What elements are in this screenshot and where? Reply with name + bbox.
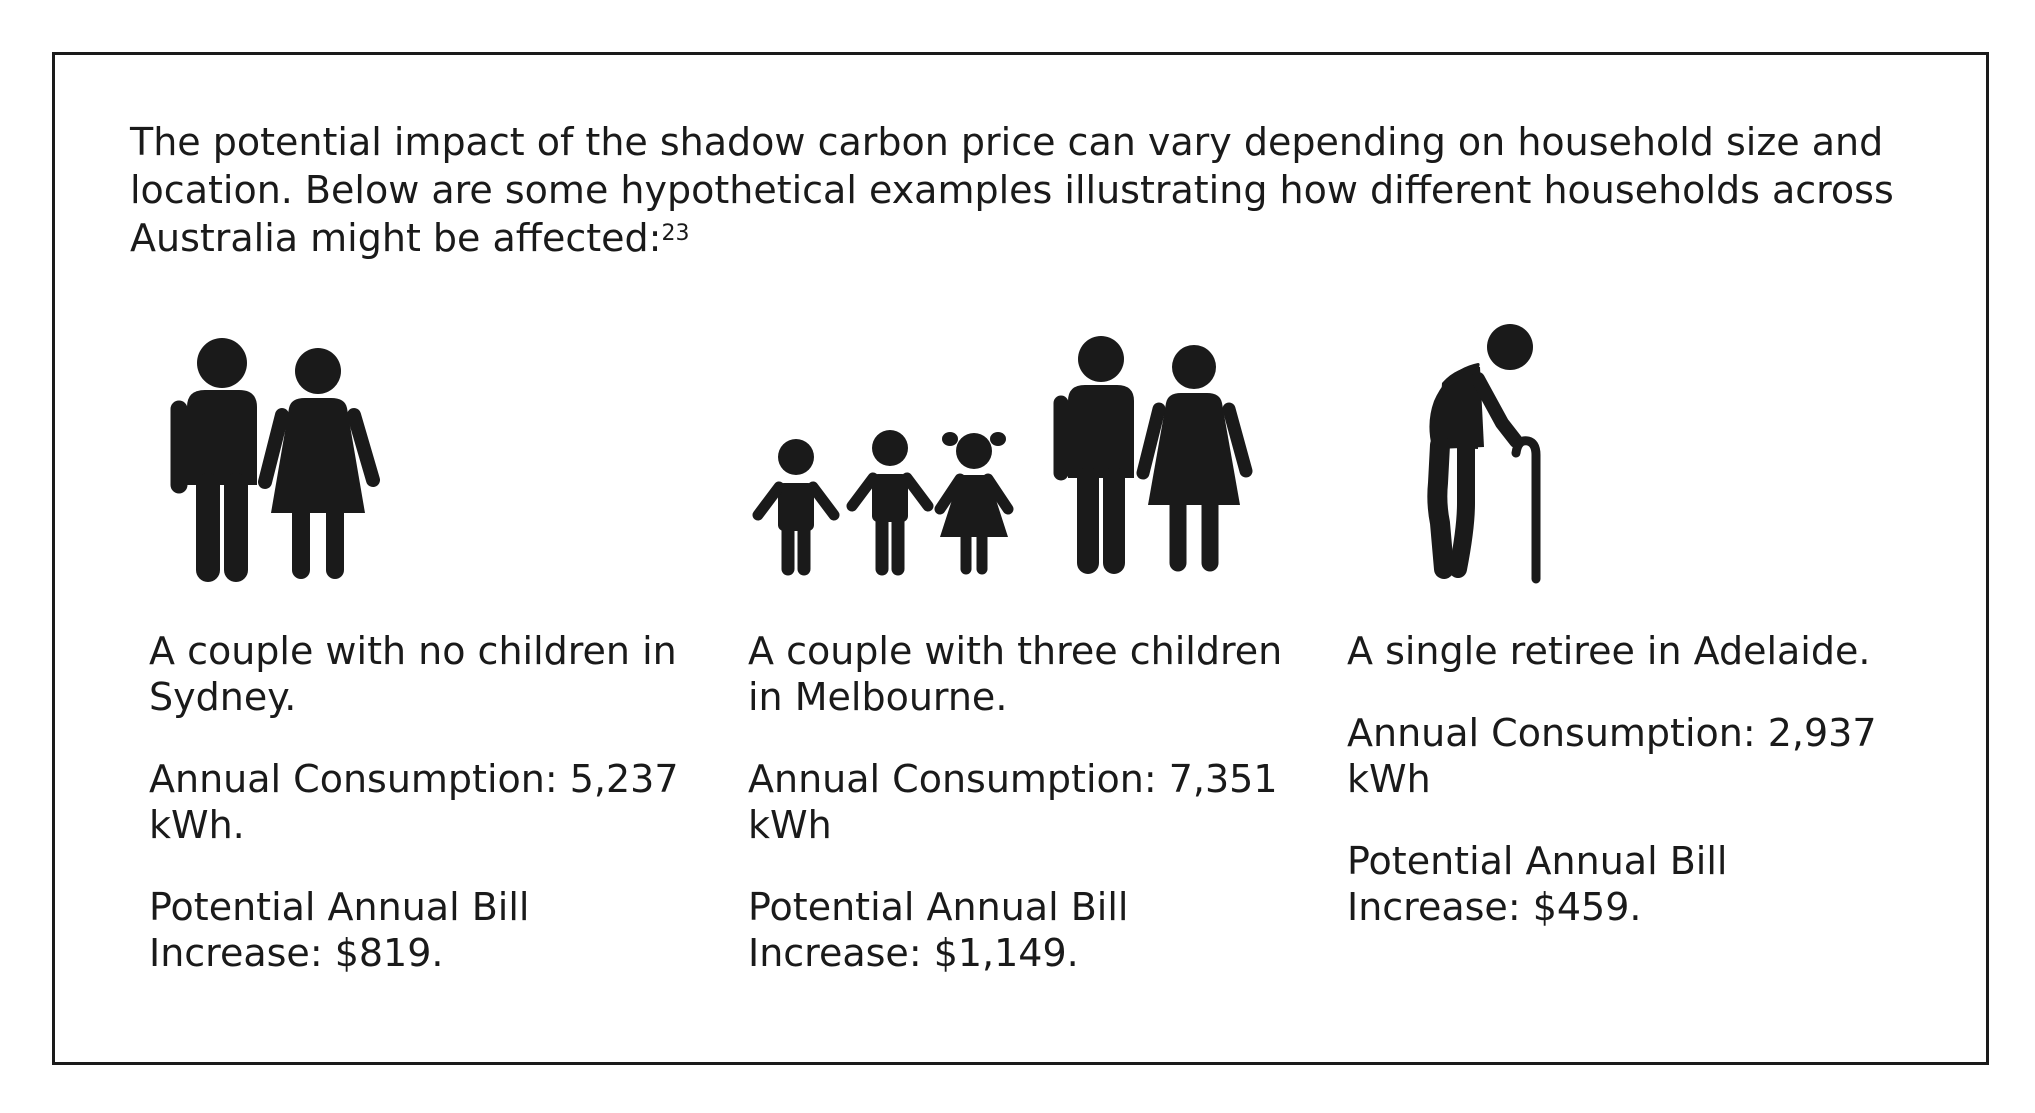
footnote-marker: 23 (661, 221, 690, 246)
example-description: A single retiree in Adelaide. (1347, 629, 1871, 673)
example-bill-increase: Potential Annual Bill Increase: $1,149. (748, 885, 1129, 975)
example-couple (149, 628, 709, 1012)
couple-icon (165, 335, 385, 585)
example-family (748, 628, 1308, 1012)
retiree-icon (1418, 323, 1548, 585)
family-icon (748, 333, 1258, 583)
example-consumption: Annual Consumption: 2,937 kWh (1347, 711, 1877, 801)
intro-text: The potential impact of the shadow carbon price can vary depending on household size and location. Below are some hypothetical examples illustrating how different households across Australia might be affected: (130, 120, 1894, 260)
example-consumption: Annual Consumption: 5,237 kWh. (149, 757, 679, 847)
intro-paragraph (130, 118, 1930, 262)
example-description: A couple with no children in Sydney. (149, 629, 677, 719)
example-bill-increase: Potential Annual Bill Increase: $819. (149, 885, 530, 975)
example-retiree (1347, 628, 1907, 966)
example-bill-increase: Potential Annual Bill Increase: $459. (1347, 839, 1728, 929)
example-consumption: Annual Consumption: 7,351 kWh (748, 757, 1278, 847)
example-description: A couple with three children in Melbourne. (748, 629, 1283, 719)
